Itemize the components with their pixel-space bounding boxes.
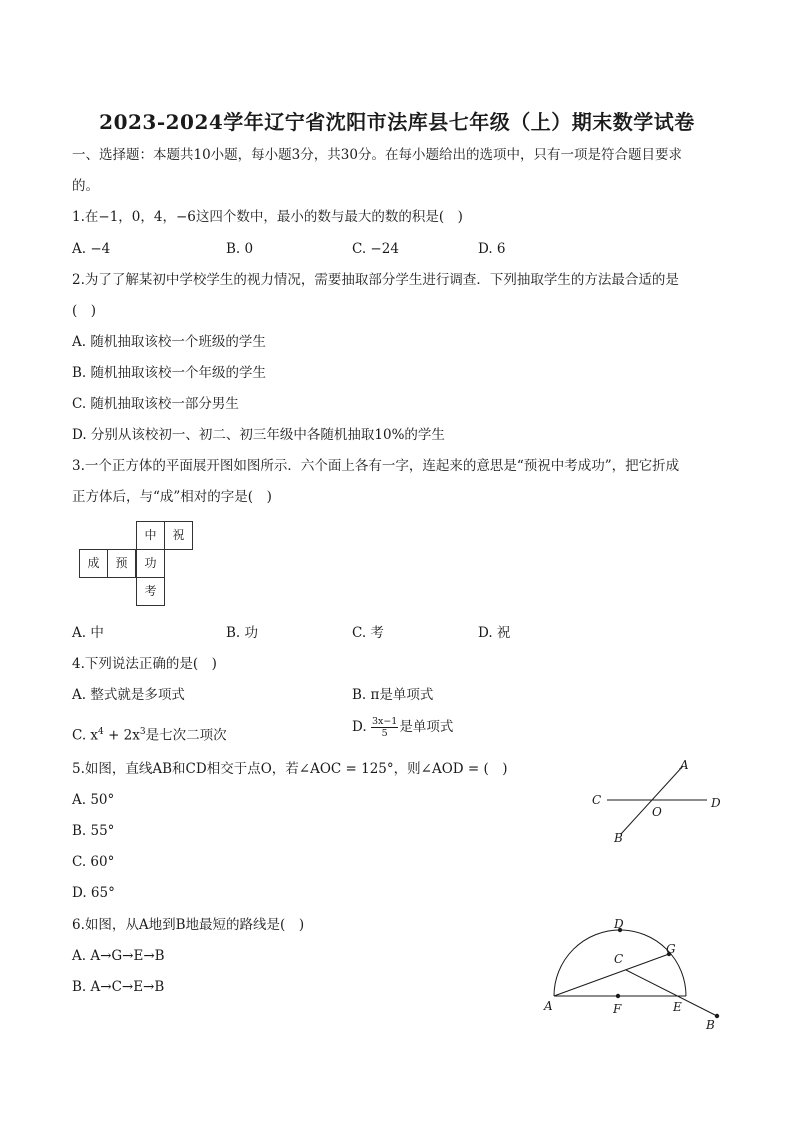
label-e: E	[673, 1000, 682, 1014]
net-cell-yu: 预	[107, 549, 136, 578]
question-2-option-a: A. 随机抽取该校一个班级的学生	[72, 334, 266, 350]
net-cell-zhong: 中	[136, 521, 165, 550]
question-6-stem: 6.如图，从A地到B地最短的路线是( )	[72, 917, 305, 933]
net-cell-cheng: 成	[79, 549, 108, 578]
question-4-option-b: B. π是单项式	[352, 687, 434, 703]
question-3-stem-line-2: 正方体后，与“成”相对的字是( )	[72, 489, 272, 505]
label-a: A	[680, 758, 689, 772]
question-2-option-b: B. 随机抽取该校一个年级的学生	[72, 365, 267, 381]
point-f	[616, 994, 620, 998]
question-4-option-a: A. 整式就是多项式	[72, 687, 185, 703]
option-c-exponent-2: 3	[139, 727, 146, 737]
question-4-stem: 4.下列说法正确的是( )	[72, 656, 217, 672]
semicircle-route-figure	[530, 912, 740, 1037]
question-2-stem-line-1: 2.为了了解某初中学校学生的视力情况，需要抽取部分学生进行调查．下列抽取学生的方法最合适的是	[72, 272, 679, 288]
label-d: D	[614, 917, 624, 931]
net-cell-zhu: 祝	[164, 521, 193, 550]
question-1-stem: 1.在−1，0，4，−6这四个数中，最小的数与最大的数的积是( )	[72, 209, 463, 225]
question-4-option-c	[72, 723, 227, 745]
option-c-text-1: C. x	[72, 727, 99, 744]
label-c: C	[614, 952, 624, 966]
cube-net-figure	[79, 521, 194, 607]
question-1-option-d: D. 6	[478, 241, 506, 257]
net-cell-kao: 考	[136, 577, 165, 606]
segment-acg	[554, 954, 669, 996]
fraction-numerator: 3x−1	[371, 716, 398, 727]
question-5-option-b: B. 55°	[72, 823, 115, 839]
question-5-option-a: A. 50°	[72, 792, 115, 808]
label-f: F	[613, 1002, 622, 1016]
option-d-text: 是单项式	[399, 719, 454, 735]
option-d-label: D.	[352, 719, 371, 735]
question-5-stem: 5.如图，直线AB和CD相交于点O，若∠AOC = 125°，则∠AOD = ( )	[72, 761, 508, 777]
question-6-option-a: A. A→G→E→B	[72, 948, 165, 964]
label-c: C	[592, 793, 602, 807]
fraction	[371, 716, 398, 739]
question-4-option-d	[352, 716, 453, 739]
question-2-option-c: C. 随机抽取该校一部分男生	[72, 396, 239, 412]
option-c-exponent-1: 4	[98, 727, 104, 737]
label-b: B	[706, 1018, 715, 1032]
label-d: D	[711, 796, 721, 810]
question-2-option-d: D. 分别从该校初一、初二、初三年级中各随机抽取10%的学生	[72, 427, 445, 443]
label-o: O	[652, 805, 662, 819]
question-3-option-d: D. 祝	[478, 625, 511, 641]
label-g: G	[666, 942, 676, 956]
option-c-text-2: + 2x	[103, 727, 140, 744]
label-b: B	[614, 831, 623, 845]
question-1-option-a: A. −4	[72, 241, 111, 257]
option-c-text-3: 是七次二项次	[145, 727, 227, 744]
question-2-stem-line-2: ( )	[72, 303, 97, 319]
intersecting-lines-figure	[580, 752, 740, 852]
question-3-stem-line-1: 3.一个正方体的平面展开图如图所示．六个面上各有一字，连起来的意思是“预祝中考成功”，把它折成	[72, 458, 680, 474]
question-6-option-b: B. A→C→E→B	[72, 979, 165, 995]
question-3-option-a: A. 中	[72, 625, 104, 641]
question-1-option-b: B. 0	[226, 241, 254, 257]
point-b	[715, 1014, 719, 1018]
question-3-option-c: C. 考	[352, 625, 384, 641]
segment-ceb	[626, 970, 717, 1016]
section-heading-line-2: 的。	[72, 178, 99, 194]
question-3-option-b: B. 功	[226, 625, 259, 641]
page-title: 2023-2024学年辽宁省沈阳市法库县七年级（上）期末数学试卷	[99, 110, 695, 134]
section-heading-line-1: 一、选择题：本题共10小题，每小题3分，共30分。在每小题给出的选项中，只有一项是符合题目要求	[72, 147, 682, 163]
label-a: A	[544, 999, 553, 1013]
question-5-option-c: C. 60°	[72, 854, 115, 870]
fraction-denominator: 5	[381, 728, 388, 739]
question-1-option-c: C. −24	[352, 241, 399, 257]
question-5-option-d: D. 65°	[72, 885, 115, 901]
net-cell-gong: 功	[136, 549, 165, 578]
